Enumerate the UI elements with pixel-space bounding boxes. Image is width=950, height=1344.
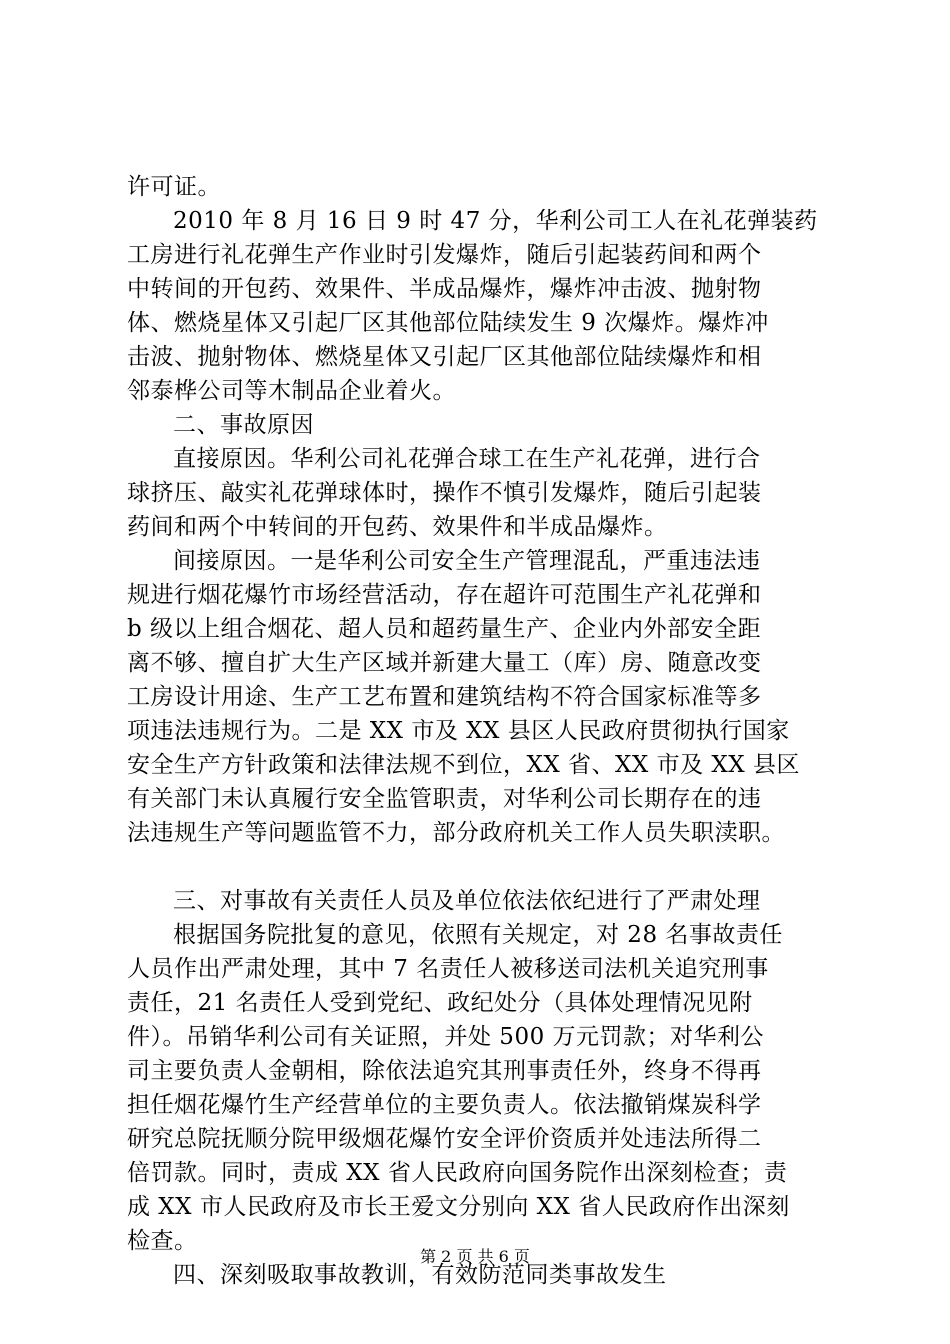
text-line: 工房进行礼花弹生产作业时引发爆炸，随后引起装药间和两个 xyxy=(127,242,762,268)
text-line: 有关部门未认真履行安全监管职责，对华利公司长期存在的违 xyxy=(127,786,762,812)
text-line: 法违规生产等问题监管不力，部分政府机关工作人员失职渎职。 xyxy=(127,820,785,846)
text-line: 离不够、擅自扩大生产区域并新建大量工（库）房、随意改变 xyxy=(127,650,762,676)
page-footer: 第 2 页 共 6 页 xyxy=(420,1247,530,1266)
text-line: 担任烟花爆竹生产经营单位的主要负责人。依法撤销煤炭科学 xyxy=(127,1092,762,1118)
text-line: 根据国务院批复的意见，依照有关规定，对 28 名事故责任 xyxy=(173,922,783,948)
text-line: 工房设计用途、生产工艺布置和建筑结构不符合国家标准等多 xyxy=(127,684,762,710)
text-line: 间接原因。一是华利公司安全生产管理混乱，严重违法违 xyxy=(173,548,761,574)
text-line: 人员作出严肃处理，其中 7 名责任人被移送司法机关追究刑事 xyxy=(127,956,769,982)
text-line: 研究总院抚顺分院甲级烟花爆竹安全评价资质并处违法所得二 xyxy=(127,1126,762,1152)
text-line: 倍罚款。同时，责成 XX 省人民政府向国务院作出深刻检查；责 xyxy=(127,1160,788,1186)
text-line: b 级以上组合烟花、超人员和超药量生产、企业内外部安全距 xyxy=(127,616,762,642)
text-line: 三、对事故有关责任人员及单位依法依纪进行了严肃处理 xyxy=(173,888,761,914)
text-line: 责任，21 名责任人受到党纪、政纪处分（具体处理情况见附 xyxy=(127,990,753,1016)
text-line: 成 XX 市人民政府及市长王爱文分别向 XX 省人民政府作出深刻 xyxy=(127,1194,790,1220)
text-line: 2010 年 8 月 16 日 9 时 47 分，华利公司工人在礼花弹装药 xyxy=(173,208,818,234)
text-line: 许可证。 xyxy=(127,174,221,200)
text-line: 件）。吊销华利公司有关证照，并处 500 万元罚款；对华利公 xyxy=(127,1024,765,1050)
text-line: 体、燃烧星体又引起厂区其他部位陆续发生 9 次爆炸。爆炸冲 xyxy=(127,310,769,336)
text-line: 规进行烟花爆竹市场经营活动，存在超许可范围生产礼花弹和 xyxy=(127,582,762,608)
document-body xyxy=(127,170,847,1292)
text-line: 检查。 xyxy=(127,1228,198,1254)
text-line: 安全生产方针政策和法律法规不到位，XX 省、XX 市及 XX 县区 xyxy=(127,752,800,778)
text-line: 四、深刻吸取事故教训，有效防范同类事故发生 xyxy=(173,1262,667,1288)
text-line: 邻泰桦公司等木制品企业着火。 xyxy=(127,378,456,404)
text-line: 直接原因。华利公司礼花弹合球工在生产礼花弹，进行合 xyxy=(173,446,761,472)
text-line xyxy=(127,850,847,884)
text-line: 中转间的开包药、效果件、半成品爆炸，爆炸冲击波、抛射物 xyxy=(127,276,762,302)
text-line: 球挤压、敲实礼花弹球体时，操作不慎引发爆炸，随后引起装 xyxy=(127,480,762,506)
text-line: 项违法违规行为。二是 XX 市及 XX 县区人民政府贯彻执行国家 xyxy=(127,718,790,744)
text-line: 司主要负责人金朝相，除依法追究其刑事责任外，终身不得再 xyxy=(127,1058,762,1084)
text-line: 击波、抛射物体、燃烧星体又引起厂区其他部位陆续爆炸和相 xyxy=(127,344,762,370)
text-line: 药间和两个中转间的开包药、效果件和半成品爆炸。 xyxy=(127,514,668,540)
text-line: 二、事故原因 xyxy=(173,412,314,438)
